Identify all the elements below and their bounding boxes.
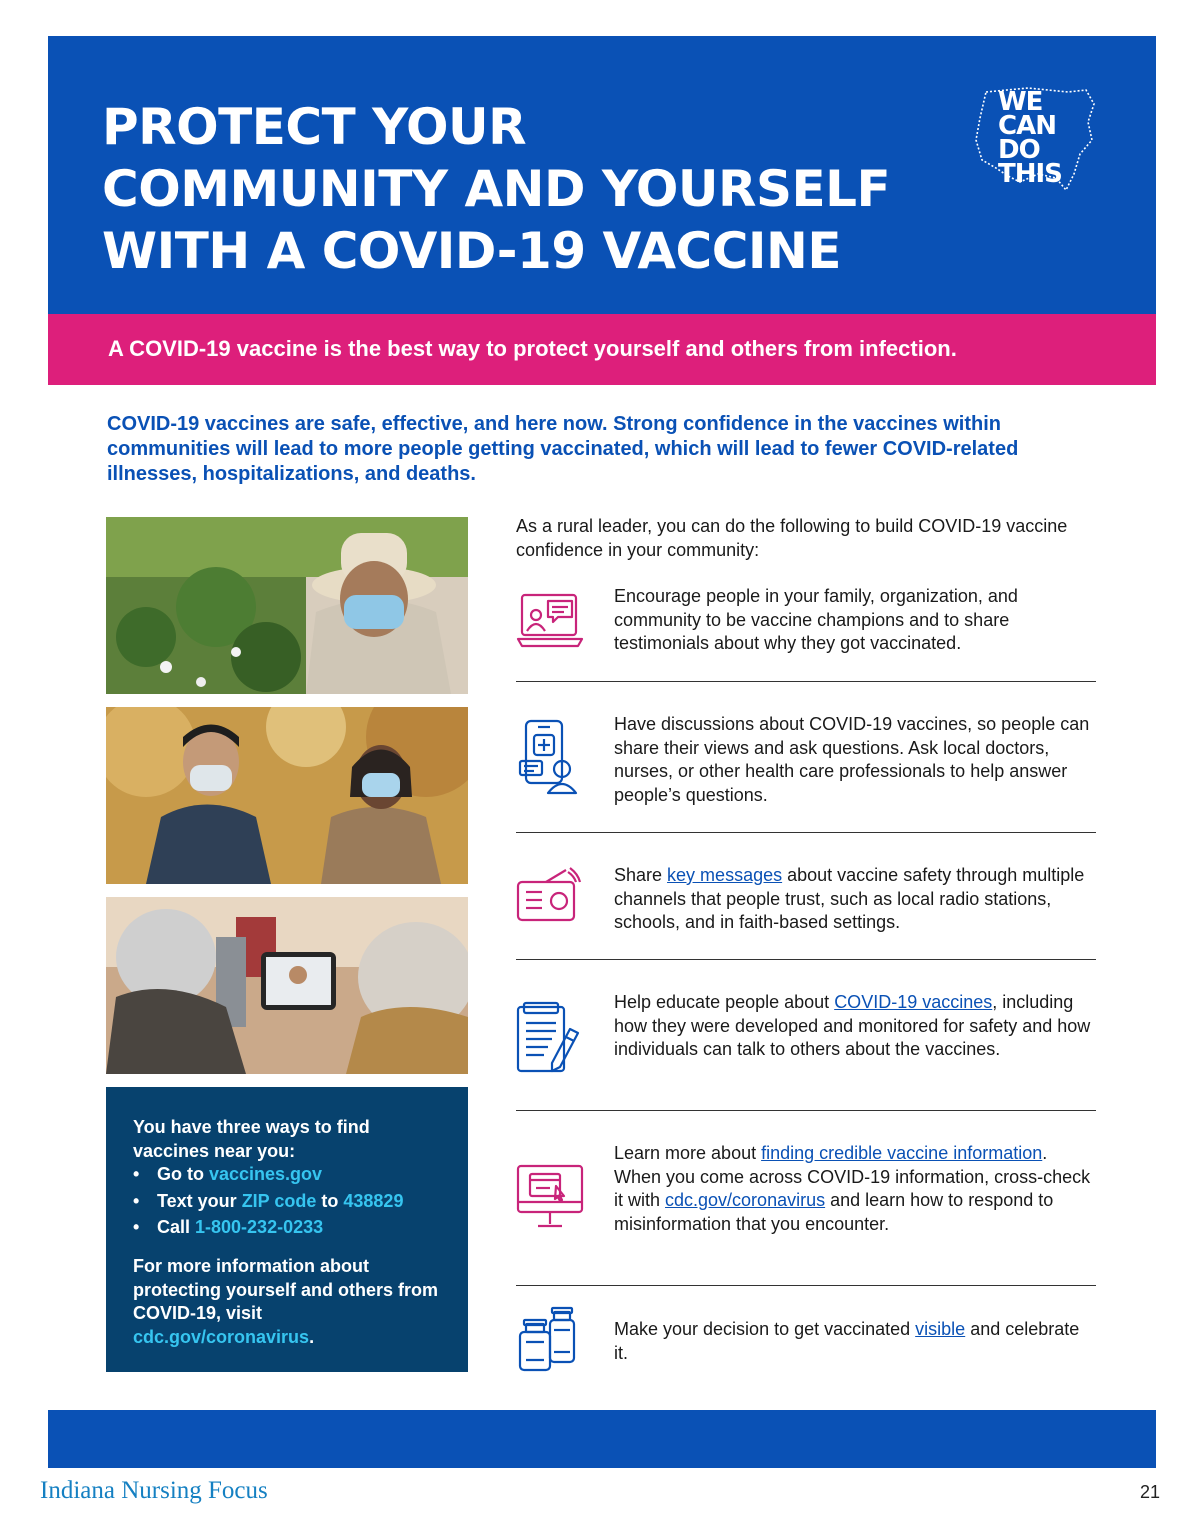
divider bbox=[516, 681, 1096, 682]
phone-number-link[interactable]: 1-800-232-0233 bbox=[195, 1217, 324, 1237]
publication-name: Indiana Nursing Focus bbox=[40, 1477, 268, 1504]
shortcode-text: 438829 bbox=[343, 1190, 404, 1211]
logo-line-we: WE bbox=[998, 87, 1043, 117]
credible-text-middle: . When you come across COVID-19 information, cross-check it with bbox=[614, 1143, 1091, 1210]
call-label: Call bbox=[157, 1217, 196, 1237]
cdc-gov-coronavirus-link[interactable]: cdc.gov/coronavirus bbox=[665, 1190, 826, 1210]
logo-line-do: DO bbox=[998, 135, 1040, 165]
more-info-text bbox=[133, 1255, 443, 1349]
action-item-educate bbox=[516, 991, 1096, 1091]
visible-link[interactable]: visible bbox=[915, 1319, 966, 1339]
credible-text-before: Learn more about bbox=[614, 1143, 762, 1163]
key-messages-text-after: about vaccine safety through multiple channels that people trust, such as local radio stations, schools, and in faith-based settings. bbox=[614, 865, 1085, 932]
cdc-coronavirus-link[interactable]: cdc.gov/coronavirus bbox=[133, 1326, 310, 1347]
bullet: • bbox=[133, 1217, 140, 1237]
photo-couple-with-tablet bbox=[106, 897, 468, 1074]
action-text-key-messages bbox=[614, 864, 1096, 935]
vaccines-gov-link[interactable]: vaccines.gov bbox=[209, 1164, 323, 1184]
logo-line-can: CAN bbox=[998, 111, 1056, 141]
action-text-champions: Encourage people in your family, organization, and community to be vaccine champions and to share testimonials about why they got vaccinated. bbox=[614, 586, 1018, 653]
more-info-period: . bbox=[309, 1326, 315, 1347]
finding-credible-info-link[interactable]: finding credible vaccine information bbox=[761, 1143, 1043, 1163]
action-text-educate bbox=[614, 991, 1096, 1062]
educate-text-after: , including how they were developed and monitored for safety and how individuals can talk to others about the vaccines. bbox=[614, 992, 1091, 1059]
visible-text-after: and celebrate it. bbox=[614, 1319, 1080, 1363]
header-banner bbox=[48, 36, 1156, 314]
to-label: to bbox=[316, 1190, 344, 1211]
bullet: • bbox=[133, 1164, 140, 1184]
footer-bar bbox=[48, 1410, 1156, 1468]
bullet: • bbox=[133, 1190, 140, 1211]
list-item-call bbox=[133, 1214, 403, 1241]
doctor-phone-icon bbox=[516, 717, 582, 797]
text-your-label: Text your bbox=[157, 1190, 242, 1211]
computer-monitor-icon bbox=[516, 1162, 584, 1234]
subtitle-banner bbox=[48, 314, 1156, 385]
we-can-do-this-logo bbox=[968, 82, 1108, 200]
logo-line-this: THIS bbox=[998, 159, 1062, 189]
divider bbox=[516, 1285, 1096, 1286]
action-item-champions bbox=[516, 585, 1096, 665]
page-title bbox=[102, 96, 942, 282]
credible-text-after: and learn how to respond to misinformation that you encounter. bbox=[614, 1190, 1054, 1234]
list-item-website bbox=[133, 1161, 403, 1188]
list-item-text bbox=[133, 1188, 403, 1215]
action-text-discussions: Have discussions about COVID-19 vaccines, so people can share their views and ask questions. Ask local doctors, nurses, or other health care professionals to help answer people’s questions. bbox=[614, 714, 1090, 805]
divider bbox=[516, 959, 1096, 960]
page-number: 21 bbox=[1140, 1482, 1161, 1502]
more-info-label: For more information about protecting yourself and others from COVID-19, visit bbox=[133, 1256, 439, 1323]
find-vaccines-heading: You have three ways to find vaccines near you: bbox=[133, 1117, 370, 1161]
divider bbox=[516, 1110, 1096, 1111]
title-line-3: WITH A COVID-19 VACCINE bbox=[102, 222, 842, 280]
covid-vaccines-link[interactable]: COVID-19 vaccines bbox=[834, 992, 993, 1012]
vaccine-vials-icon bbox=[516, 1306, 578, 1372]
intro-paragraph: COVID-19 vaccines are safe, effective, and here now. Strong confidence in the vaccines within communities will lead to more people getting vaccinated, which will lead to fewer COVID-related illnesses, hospitalizations, and deaths. bbox=[107, 413, 1019, 485]
action-item-key-messages bbox=[516, 864, 1096, 944]
find-vaccines-box bbox=[106, 1087, 468, 1372]
title-line-1: PROTECT YOUR bbox=[102, 98, 527, 156]
action-text-visible bbox=[614, 1318, 1096, 1365]
action-text-credible-info bbox=[614, 1142, 1096, 1236]
photo-two-people-masks bbox=[106, 707, 468, 884]
action-item-visible bbox=[516, 1306, 1096, 1376]
educate-text-before: Help educate people about bbox=[614, 992, 835, 1012]
title-line-2: COMMUNITY AND YOURSELF bbox=[102, 160, 891, 218]
zip-code-text: ZIP code bbox=[241, 1190, 317, 1211]
clipboard-pencil-icon bbox=[516, 1001, 582, 1075]
action-item-discussions bbox=[516, 713, 1096, 813]
subtitle-text: A COVID-19 vaccine is the best way to protect yourself and others from infection. bbox=[108, 336, 957, 361]
key-messages-text-before: Share bbox=[614, 865, 668, 885]
find-vaccines-list bbox=[133, 1161, 403, 1241]
go-to-label: Go to bbox=[157, 1164, 209, 1184]
divider bbox=[516, 832, 1096, 833]
rural-leader-lead: As a rural leader, you can do the following to build COVID-19 vaccine confidence in your community: bbox=[516, 516, 1068, 560]
action-item-credible-info bbox=[516, 1142, 1096, 1266]
laptop-chat-icon bbox=[516, 589, 584, 651]
photo-man-with-hat bbox=[106, 517, 468, 694]
radio-icon bbox=[516, 866, 582, 924]
key-messages-link[interactable]: key messages bbox=[667, 865, 783, 885]
visible-text-before: Make your decision to get vaccinated bbox=[614, 1319, 916, 1339]
